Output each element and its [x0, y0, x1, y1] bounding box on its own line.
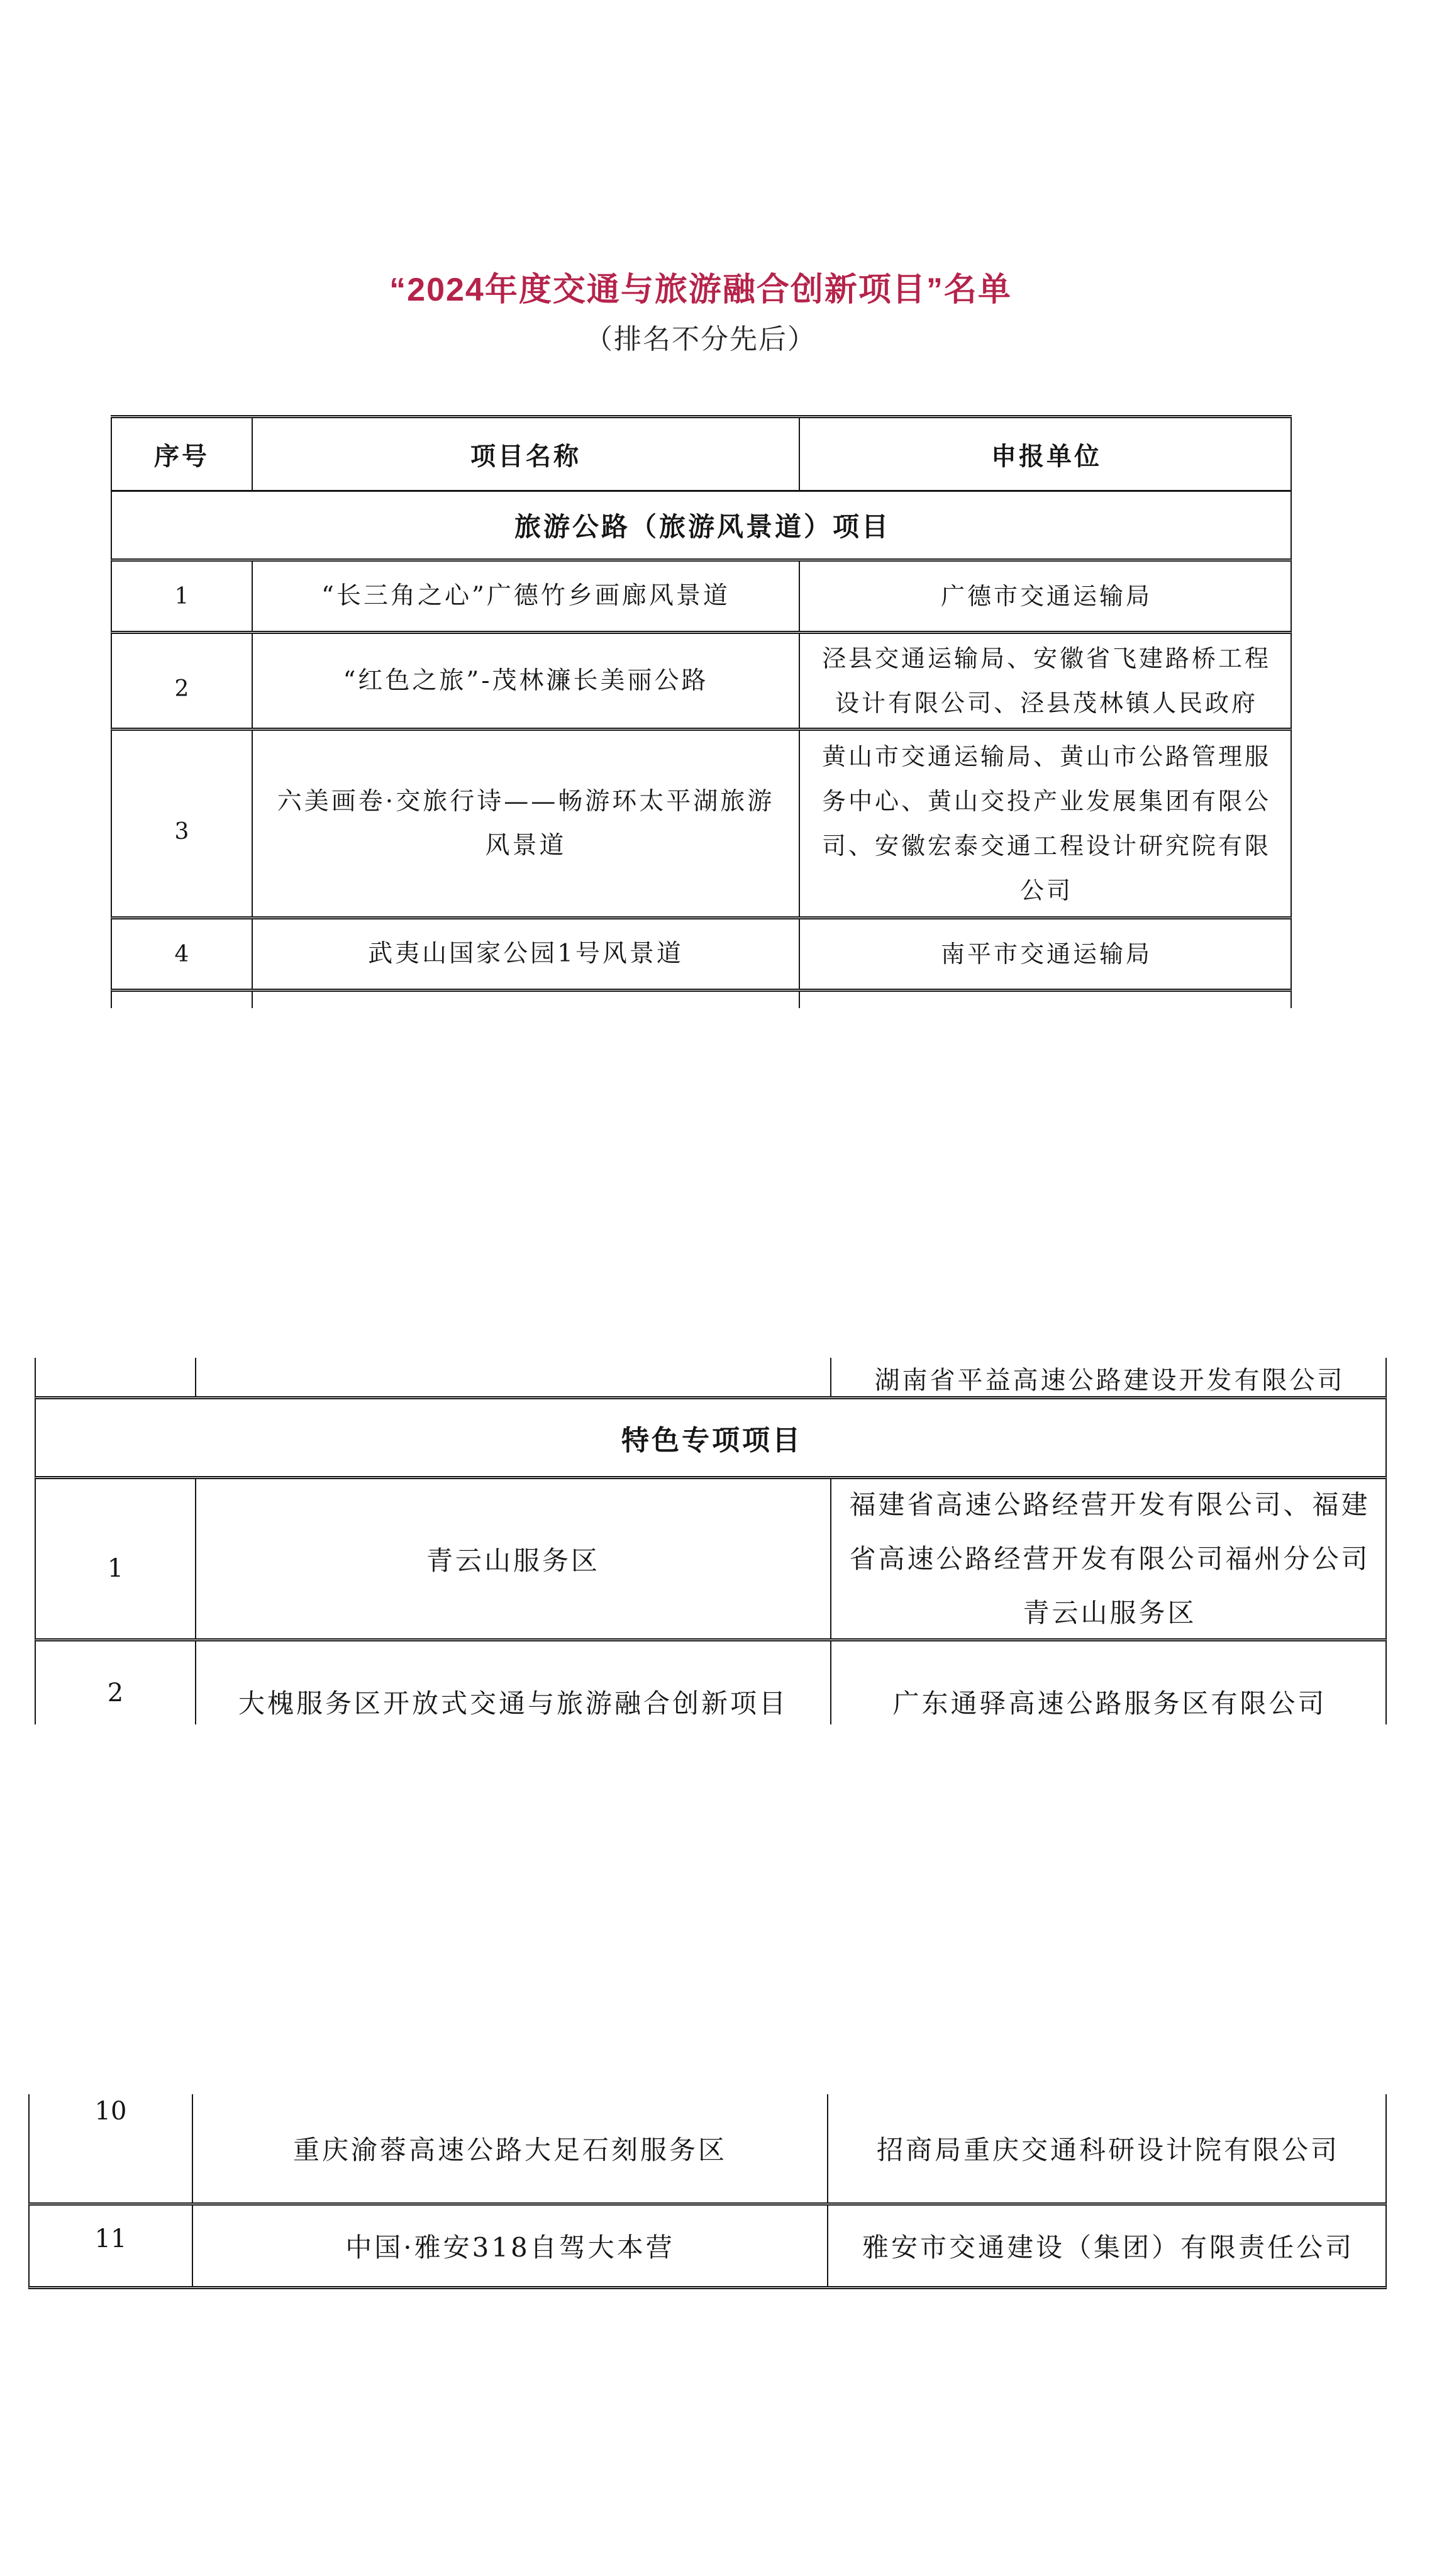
cell-applicant: 广德市交通运输局: [940, 582, 1152, 610]
clipped-row-stub: [111, 992, 1292, 1008]
table-row: [111, 919, 1292, 992]
cell-index: 1: [112, 562, 253, 631]
table-row: [111, 731, 1292, 919]
section-header-special-projects: [35, 1399, 1387, 1479]
cell-index: 3: [112, 731, 253, 916]
table-row: [111, 634, 1292, 731]
cell-applicant: 泾县交通运输局、安徽省飞建路桥工程设计有限公司、泾县茂林镇人民政府: [821, 644, 1271, 717]
cell-project: 重庆渝蓉高速公路大足石刻服务区: [193, 2094, 828, 2202]
section-title: 特色专项项目: [621, 1424, 802, 1457]
cell-index: 2: [36, 1641, 196, 1724]
table-row: [28, 2094, 1387, 2206]
cell-project: 大槐服务区开放式交通与旅游融合创新项目: [196, 1641, 831, 1724]
section-title: 旅游公路（旅游风景道）项目: [514, 511, 891, 542]
cell-applicant: [831, 1358, 1388, 1396]
cell-index: 11: [30, 2206, 193, 2286]
cell-applicant: 南平市交通运输局: [940, 940, 1152, 968]
table-row: [28, 2206, 1387, 2289]
cell-project: 中国·雅安318自驾大本营: [193, 2206, 828, 2286]
doc-subtitle: （排名不分先后）: [585, 324, 816, 355]
cell-index: 1: [36, 1479, 196, 1638]
clipped-applicant-text: 湖南省平益高速公路建设开发有限公司: [874, 1366, 1345, 1395]
cell-index: 10: [30, 2094, 193, 2202]
table-row: [111, 562, 1292, 634]
col-header-project: 项目名称: [253, 418, 800, 490]
cell-index: 2: [112, 634, 253, 728]
cell-project: 武夷山国家公园1号风景道: [253, 919, 800, 989]
cell-index: [36, 1358, 196, 1396]
projects-table-bottom: [28, 2094, 1387, 2289]
cell-project: [196, 1358, 831, 1396]
cell-project: 六美画卷·交旅行诗——畅游环太平湖旅游风景道: [253, 731, 800, 916]
cell-applicant: 黄山市交通运输局、黄山市公路管理服务中心、黄山交投产业发展集团有限公司、安徽宏泰交通工程设计研究院有限公司: [821, 742, 1271, 904]
projects-table-middle: [35, 1358, 1387, 1724]
projects-table-top: [111, 415, 1292, 1008]
section-header-tourism-roads: [111, 492, 1292, 562]
cell-applicant: [800, 992, 1293, 1008]
cell-index: [112, 992, 253, 1008]
cell-project: 青云山服务区: [196, 1479, 831, 1638]
table-row: [35, 1479, 1387, 1641]
cell-applicant: 广东通驿高速公路服务区有限公司: [892, 1688, 1327, 1719]
col-header-applicant: 申报单位: [991, 441, 1102, 471]
cell-applicant: 福建省高速公路经营开发有限公司、福建省高速公路经营开发有限公司福州分公司青云山服务区: [849, 1489, 1370, 1628]
cell-applicant: 雅安市交通建设（集团）有限责任公司: [862, 2232, 1354, 2263]
cell-index: 4: [112, 919, 253, 989]
table-header-row: [111, 418, 1292, 492]
cell-project: “红色之旅”-茂林濂长美丽公路: [253, 634, 800, 728]
col-header-index: 序号: [112, 418, 253, 490]
doc-title: “2024年度交通与旅游融合创新项目”名单: [389, 272, 1012, 308]
table-row: [35, 1641, 1387, 1724]
clipped-row-fragment: [35, 1358, 1387, 1399]
cell-project: “长三角之心”广德竹乡画廊风景道: [253, 562, 800, 631]
cell-project: [253, 992, 800, 1008]
cell-applicant: 招商局重庆交通科研设计院有限公司: [876, 2135, 1340, 2165]
